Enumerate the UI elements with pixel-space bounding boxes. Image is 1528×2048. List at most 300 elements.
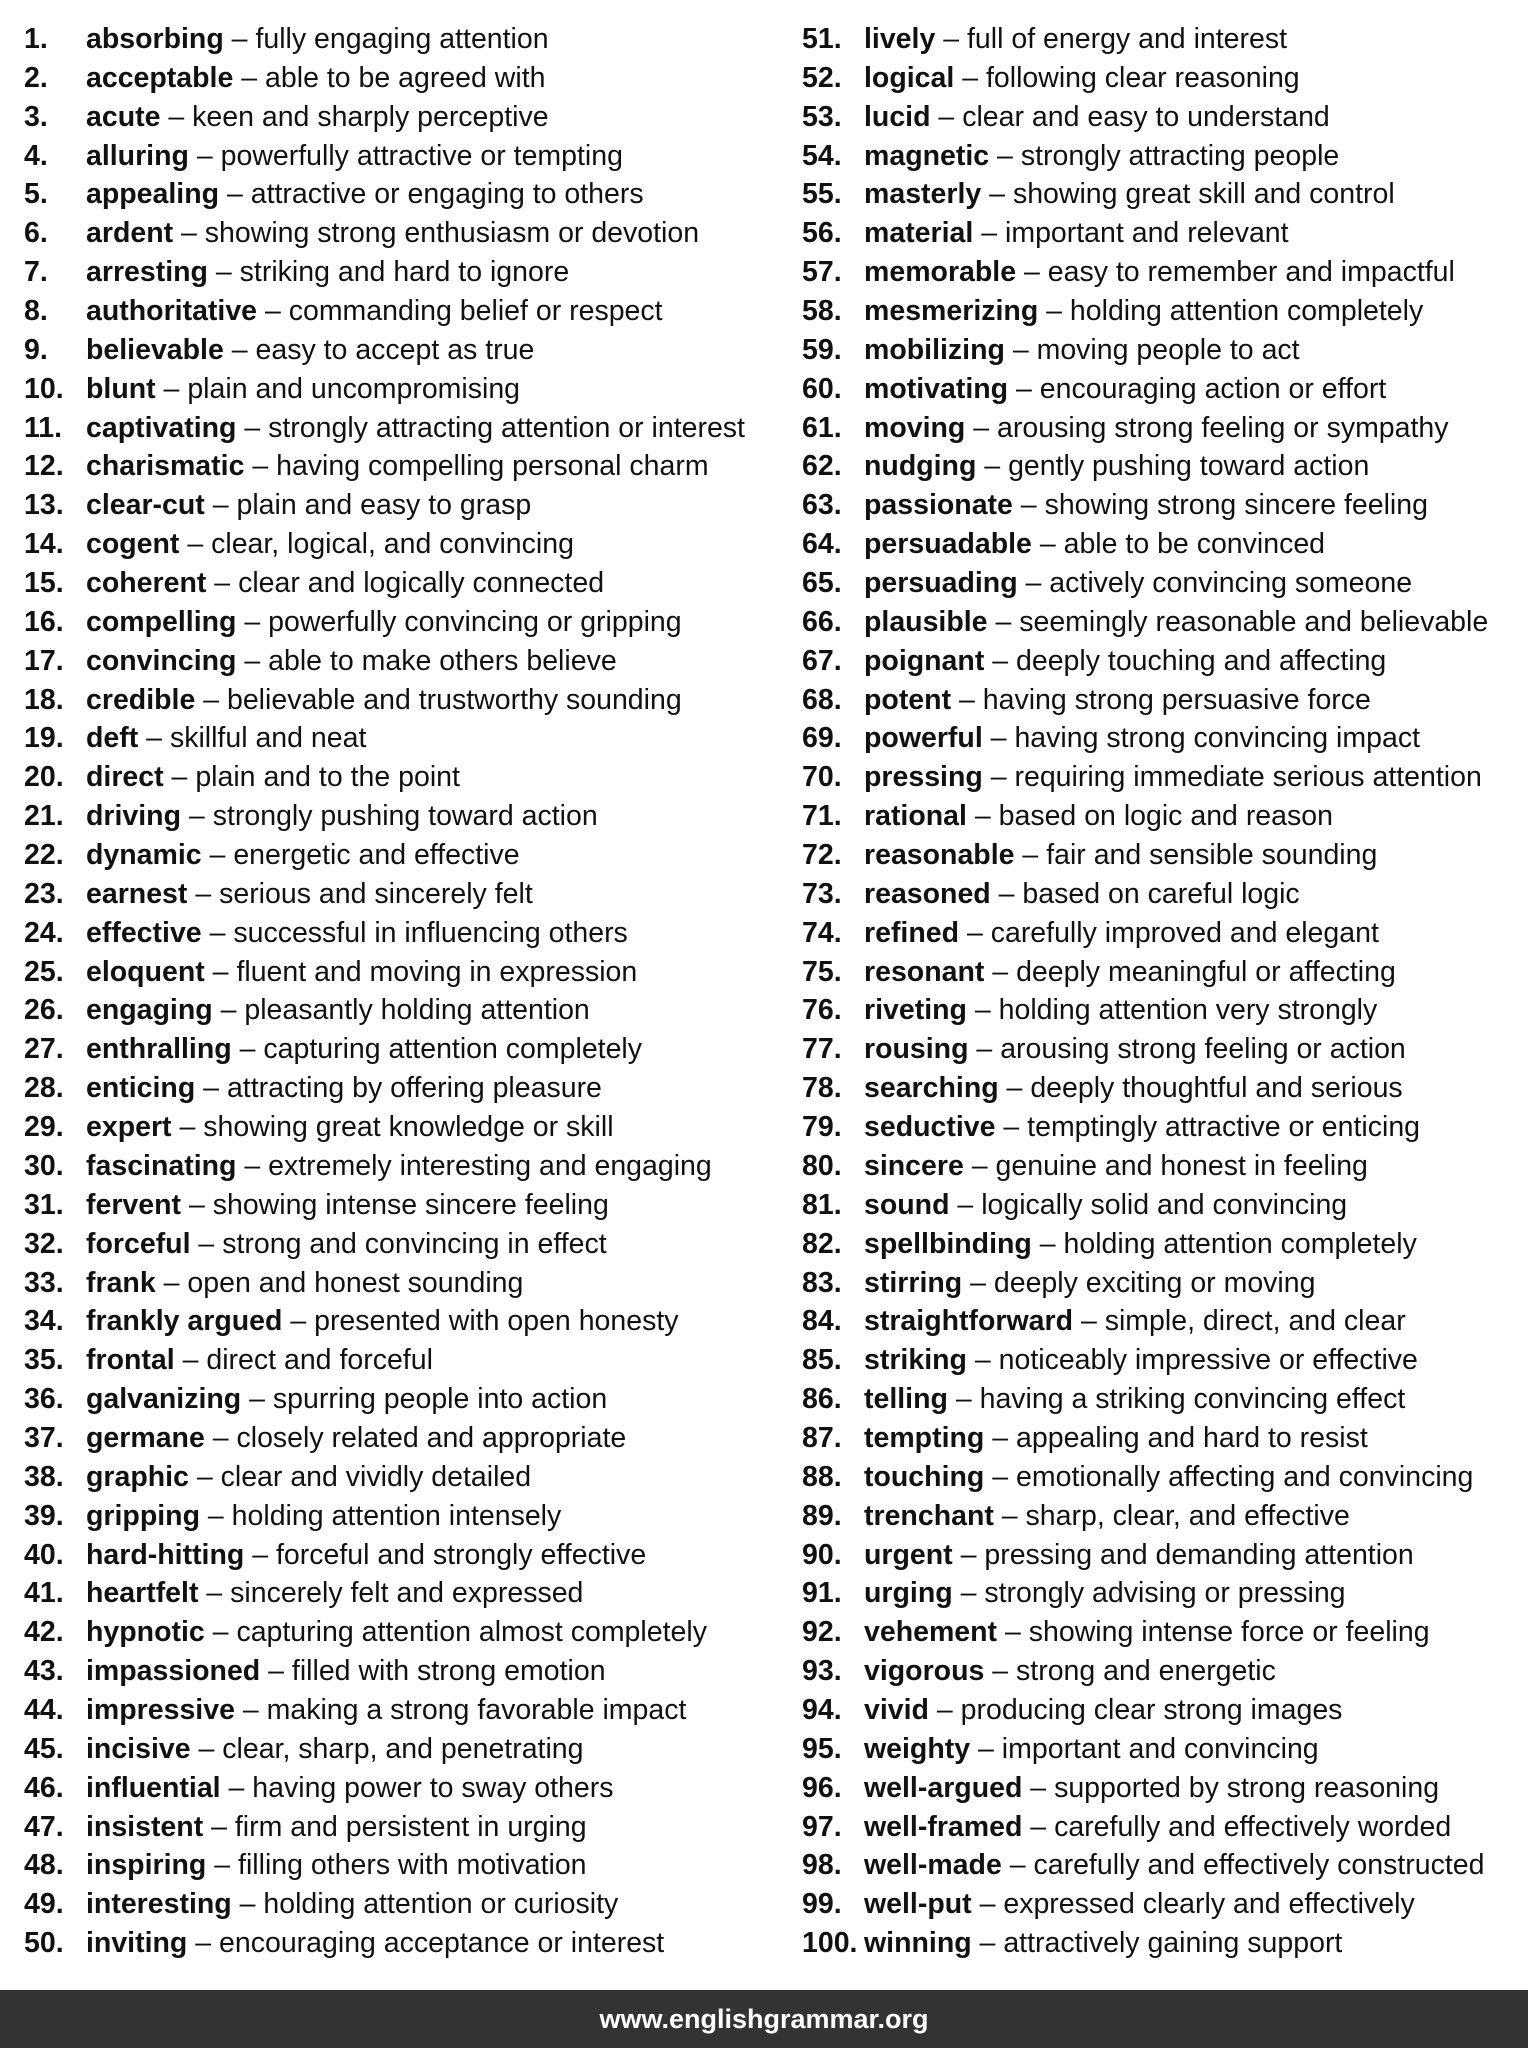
item-separator: –: [234, 1693, 267, 1726]
item-separator: –: [954, 61, 986, 94]
list-item: [24, 370, 784, 409]
list-item: [24, 1924, 784, 1963]
item-term: eloquent: [86, 955, 205, 988]
list-item: [24, 642, 784, 681]
item-term: compelling: [86, 605, 237, 638]
item-term: frankly argued: [86, 1305, 283, 1338]
item-definition: attractively gaining support: [1003, 1927, 1343, 1960]
item-number: 47.: [24, 1810, 64, 1843]
list-item: [24, 409, 784, 448]
item-term: riveting: [864, 994, 967, 1027]
item-number: 60.: [802, 372, 842, 405]
list-item: [802, 1341, 1522, 1380]
item-term: enthralling: [86, 1033, 232, 1066]
item-definition: able to make others believe: [268, 644, 617, 677]
item-term: coherent: [86, 567, 207, 600]
item-definition: based on careful logic: [1022, 877, 1300, 910]
item-separator: –: [970, 1732, 1002, 1765]
list-item: [802, 1225, 1522, 1264]
item-number: 35.: [24, 1344, 64, 1377]
item-definition: commanding belief or respect: [288, 295, 663, 328]
list-item: [802, 59, 1522, 98]
item-separator: –: [138, 722, 170, 755]
item-definition: noticeably impressive or effective: [998, 1344, 1418, 1377]
item-separator: –: [965, 411, 998, 444]
item-separator: –: [982, 761, 1015, 794]
item-term: rousing: [864, 1033, 969, 1066]
list-item: [802, 681, 1522, 720]
list-item: [802, 253, 1522, 292]
item-definition: serious and sincerely felt: [219, 877, 533, 910]
item-term: touching: [864, 1460, 985, 1493]
item-term: effective: [86, 916, 202, 949]
item-term: earnest: [86, 877, 188, 910]
list-item: [802, 409, 1522, 448]
list-item: [802, 1302, 1522, 1341]
list-item: [802, 331, 1522, 370]
item-separator: –: [984, 1421, 1017, 1454]
item-definition: showing intense sincere feeling: [212, 1188, 609, 1221]
item-number: 70.: [802, 761, 842, 794]
list-item: [802, 1652, 1522, 1691]
list-item: [802, 1885, 1522, 1924]
item-term: straightforward: [864, 1305, 1074, 1338]
item-definition: simple, direct, and clear: [1104, 1305, 1406, 1338]
item-number: 57.: [802, 256, 842, 289]
item-term: pressing: [864, 761, 983, 794]
item-term: sound: [864, 1188, 950, 1221]
item-definition: filled with strong emotion: [291, 1655, 606, 1688]
item-separator: –: [231, 1033, 264, 1066]
item-number: 24.: [24, 916, 64, 949]
item-definition: energetic and effective: [233, 839, 520, 872]
item-separator: –: [968, 1033, 1001, 1066]
item-definition: fair and sensible sounding: [1046, 839, 1378, 872]
list-item: [802, 137, 1522, 176]
item-term: galvanizing: [86, 1383, 242, 1416]
list-item: [802, 1069, 1522, 1108]
list-item: [802, 1924, 1522, 1963]
item-separator: –: [993, 1499, 1026, 1532]
item-definition: producing clear strong images: [960, 1693, 1343, 1726]
item-separator: –: [952, 1577, 985, 1610]
list-item: [802, 1769, 1522, 1808]
list-item: [802, 1497, 1522, 1536]
list-item: [24, 1341, 784, 1380]
item-term: frontal: [86, 1344, 175, 1377]
item-number: 55.: [802, 178, 842, 211]
item-definition: plain and uncompromising: [187, 372, 521, 405]
item-number: 75.: [802, 955, 842, 988]
item-definition: having power to sway others: [252, 1771, 614, 1804]
item-number: 61.: [802, 411, 842, 444]
item-term: insistent: [86, 1810, 204, 1843]
item-term: ardent: [86, 217, 174, 250]
item-term: resonant: [864, 955, 985, 988]
item-number: 53.: [802, 100, 842, 133]
item-number: 65.: [802, 567, 842, 600]
item-separator: –: [198, 1577, 231, 1610]
item-term: interesting: [86, 1888, 232, 1921]
item-number: 89.: [802, 1499, 842, 1532]
item-separator: –: [188, 1460, 221, 1493]
item-number: 71.: [802, 800, 842, 833]
item-term: sincere: [864, 1149, 964, 1182]
item-separator: –: [223, 333, 256, 366]
item-term: impassioned: [86, 1655, 261, 1688]
item-definition: carefully improved and elegant: [990, 916, 1379, 949]
item-definition: showing strong sincere feeling: [1044, 489, 1428, 522]
item-term: moving: [864, 411, 966, 444]
list-item: [24, 758, 784, 797]
item-term: persuadable: [864, 528, 1032, 561]
item-number: 34.: [24, 1305, 64, 1338]
item-separator: –: [998, 1072, 1031, 1105]
item-number: 25.: [24, 955, 64, 988]
item-definition: capturing attention completely: [263, 1033, 643, 1066]
item-definition: strong and energetic: [1016, 1655, 1276, 1688]
item-number: 56.: [802, 217, 842, 250]
list-item: [24, 603, 784, 642]
item-number: 63.: [802, 489, 842, 522]
item-term: incisive: [86, 1732, 191, 1765]
list-item: [802, 20, 1522, 59]
item-number: 72.: [802, 839, 842, 872]
item-definition: striking and hard to ignore: [239, 256, 570, 289]
item-term: forceful: [86, 1227, 191, 1260]
item-number: 30.: [24, 1149, 64, 1182]
item-term: lucid: [864, 100, 931, 133]
item-term: believable: [86, 333, 224, 366]
item-term: hard-hitting: [86, 1538, 245, 1571]
item-definition: sharp, clear, and effective: [1025, 1499, 1350, 1532]
list-item: [24, 1497, 784, 1536]
item-definition: appealing and hard to resist: [1016, 1421, 1368, 1454]
item-term: acute: [86, 100, 161, 133]
item-definition: important and relevant: [1005, 217, 1289, 250]
list-item: [802, 719, 1522, 758]
item-term: powerful: [864, 722, 983, 755]
item-number: 1.: [24, 23, 48, 55]
list-item: [24, 214, 784, 253]
item-number: 20.: [24, 761, 64, 794]
item-term: authoritative: [86, 295, 258, 328]
item-term: urging: [864, 1577, 953, 1610]
item-definition: open and honest sounding: [187, 1266, 524, 1299]
item-separator: –: [982, 722, 1015, 755]
item-number: 49.: [24, 1888, 64, 1921]
item-number: 16.: [24, 605, 64, 638]
item-separator: –: [995, 1111, 1028, 1144]
item-definition: fluent and moving in expression: [236, 955, 638, 988]
item-definition: deeply exciting or moving: [993, 1266, 1316, 1299]
item-separator: –: [206, 1849, 239, 1882]
item-term: fascinating: [86, 1149, 237, 1182]
item-term: cogent: [86, 528, 180, 561]
item-number: 69.: [802, 722, 842, 755]
item-separator: –: [236, 411, 269, 444]
item-separator: –: [951, 683, 983, 716]
item-term: reasoned: [864, 877, 991, 910]
list-item: [802, 875, 1522, 914]
item-number: 80.: [802, 1149, 842, 1182]
list-item: [24, 681, 784, 720]
list-item: [24, 98, 784, 137]
item-separator: –: [1038, 295, 1070, 328]
item-number: 91.: [802, 1577, 842, 1610]
item-definition: clear and vividly detailed: [220, 1460, 532, 1493]
item-separator: –: [190, 1227, 223, 1260]
list-item: [24, 1652, 784, 1691]
item-term: direct: [86, 761, 164, 794]
item-definition: plain and to the point: [195, 761, 460, 794]
list-item: [802, 292, 1522, 331]
item-term: absorbing: [86, 23, 224, 55]
item-number: 9.: [24, 333, 48, 366]
item-separator: –: [199, 1499, 232, 1532]
item-number: 13.: [24, 489, 64, 522]
list-item: [24, 137, 784, 176]
item-separator: –: [204, 1616, 237, 1649]
item-term: passionate: [864, 489, 1013, 522]
list-item: [802, 603, 1522, 642]
item-number: 12.: [24, 450, 64, 483]
list-item: [802, 1730, 1522, 1769]
item-separator: –: [231, 1888, 264, 1921]
item-number: 62.: [802, 450, 842, 483]
list-item: [802, 1536, 1522, 1575]
item-number: 85.: [802, 1344, 842, 1377]
item-number: 94.: [802, 1693, 842, 1726]
item-definition: following clear reasoning: [985, 61, 1300, 94]
item-definition: arousing strong feeling or action: [1000, 1033, 1406, 1066]
item-separator: –: [966, 800, 999, 833]
list-item: [802, 914, 1522, 953]
item-separator: –: [260, 1655, 292, 1688]
item-term: engaging: [86, 994, 213, 1027]
item-definition: pressing and demanding attention: [984, 1538, 1414, 1571]
list-item: [802, 1147, 1522, 1186]
item-separator: –: [206, 567, 239, 600]
item-definition: extremely interesting and engaging: [268, 1149, 712, 1182]
item-number: 7.: [24, 256, 48, 289]
item-number: 48.: [24, 1849, 64, 1882]
list-item: [802, 1264, 1522, 1303]
item-term: seductive: [864, 1111, 996, 1144]
item-number: 83.: [802, 1266, 842, 1299]
list-item: [24, 1069, 784, 1108]
list-item: [802, 1458, 1522, 1497]
item-separator: –: [1022, 1771, 1055, 1804]
item-definition: showing great skill and control: [1012, 178, 1395, 211]
list-item: [24, 991, 784, 1030]
item-number: 23.: [24, 877, 64, 910]
item-definition: able to be agreed with: [265, 61, 546, 94]
item-term: well-put: [864, 1888, 972, 1921]
item-separator: –: [981, 178, 1013, 211]
item-term: lively: [864, 23, 936, 55]
item-number: 5.: [24, 178, 48, 211]
item-term: logical: [864, 61, 955, 94]
item-term: hypnotic: [86, 1616, 205, 1649]
item-separator: –: [181, 800, 213, 833]
list-item: [802, 642, 1522, 681]
item-definition: having strong persuasive force: [982, 683, 1371, 716]
item-definition: moving people to act: [1036, 333, 1300, 366]
item-definition: easy to remember and impactful: [1047, 256, 1455, 289]
item-number: 18.: [24, 683, 64, 716]
item-number: 19.: [24, 722, 64, 755]
list-item: [802, 1613, 1522, 1652]
item-term: winning: [864, 1927, 972, 1960]
item-term: fervent: [86, 1188, 182, 1221]
list-item: [24, 914, 784, 953]
item-number: 4.: [24, 139, 48, 172]
item-number: 52.: [802, 61, 842, 94]
item-number: 44.: [24, 1693, 64, 1726]
item-separator: –: [963, 1149, 996, 1182]
item-separator: –: [1012, 489, 1045, 522]
item-separator: –: [195, 1072, 227, 1105]
list-item: [802, 1574, 1522, 1613]
item-definition: strongly attracting attention or interest: [268, 411, 745, 444]
item-separator: –: [935, 23, 967, 55]
list-item: [24, 20, 784, 59]
list-item: [24, 1691, 784, 1730]
item-number: 43.: [24, 1655, 64, 1688]
footer-url[interactable]: www.englishgrammar.org: [599, 2004, 929, 2034]
item-definition: firm and persistent in urging: [234, 1810, 587, 1843]
item-separator: –: [155, 372, 188, 405]
item-number: 38.: [24, 1460, 64, 1493]
list-item: [802, 1846, 1522, 1885]
item-term: expert: [86, 1111, 172, 1144]
list-item: [802, 370, 1522, 409]
item-separator: –: [282, 1305, 315, 1338]
item-separator: –: [1008, 372, 1040, 405]
item-separator: –: [236, 1149, 269, 1182]
item-separator: –: [220, 1771, 253, 1804]
list-item: [802, 1808, 1522, 1847]
item-definition: holding attention very strongly: [998, 994, 1378, 1027]
item-term: enticing: [86, 1072, 196, 1105]
item-number: 79.: [802, 1111, 842, 1144]
list-item: [24, 797, 784, 836]
item-number: 50.: [24, 1927, 64, 1960]
list-item: [24, 447, 784, 486]
item-definition: capturing attention almost completely: [236, 1616, 707, 1649]
item-definition: easy to accept as true: [255, 333, 535, 366]
list-item: [24, 1380, 784, 1419]
list-item: [802, 564, 1522, 603]
item-separator: –: [966, 1344, 999, 1377]
item-number: 78.: [802, 1072, 842, 1105]
item-separator: –: [187, 877, 220, 910]
item-number: 26.: [24, 994, 64, 1027]
item-definition: seemingly reasonable and believable: [1019, 605, 1489, 638]
item-separator: –: [244, 450, 277, 483]
item-definition: expressed clearly and effectively: [1003, 1888, 1415, 1921]
item-definition: clear and easy to understand: [962, 100, 1330, 133]
list-item: [24, 1536, 784, 1575]
list-item: [802, 1186, 1522, 1225]
item-number: 8.: [24, 295, 48, 328]
item-term: driving: [86, 800, 182, 833]
item-separator: –: [204, 489, 237, 522]
item-definition: sincerely felt and expressed: [230, 1577, 584, 1610]
item-definition: carefully and effectively constructed: [1033, 1849, 1485, 1882]
item-term: masterly: [864, 178, 982, 211]
item-term: deft: [86, 722, 139, 755]
item-definition: skillful and neat: [169, 722, 367, 755]
item-separator: –: [1073, 1305, 1105, 1338]
item-separator: –: [212, 994, 245, 1027]
item-definition: pleasantly holding attention: [244, 994, 590, 1027]
item-term: frank: [86, 1266, 156, 1299]
item-term: convincing: [86, 644, 237, 677]
item-number: 6.: [24, 217, 48, 250]
item-definition: holding attention intensely: [231, 1499, 562, 1532]
item-number: 27.: [24, 1033, 64, 1066]
item-definition: actively convincing someone: [1049, 567, 1413, 600]
item-number: 84.: [802, 1305, 842, 1338]
item-number: 67.: [802, 644, 842, 677]
item-term: magnetic: [864, 139, 990, 172]
item-definition: full of energy and interest: [967, 23, 1288, 55]
list-item: [802, 1691, 1522, 1730]
item-term: motivating: [864, 372, 1009, 405]
list-item: [802, 797, 1522, 836]
item-separator: –: [195, 683, 227, 716]
list-item: [24, 331, 784, 370]
item-term: influential: [86, 1771, 221, 1804]
list-item: [24, 175, 784, 214]
list-item: [24, 1769, 784, 1808]
item-definition: holding attention completely: [1069, 295, 1424, 328]
item-number: 66.: [802, 605, 842, 638]
item-definition: presented with open honesty: [314, 1305, 679, 1338]
item-definition: strong and convincing in effect: [222, 1227, 607, 1260]
item-separator: –: [1001, 1849, 1034, 1882]
item-separator: –: [190, 1732, 223, 1765]
item-definition: encouraging action or effort: [1039, 372, 1387, 405]
item-term: reasonable: [864, 839, 1015, 872]
item-definition: strongly advising or pressing: [984, 1577, 1346, 1610]
item-definition: keen and sharply perceptive: [192, 100, 549, 133]
item-separator: –: [1014, 839, 1047, 872]
item-separator: –: [1017, 567, 1050, 600]
item-term: well-made: [864, 1849, 1002, 1882]
item-definition: arousing strong feeling or sympathy: [997, 411, 1449, 444]
item-definition: important and convincing: [1001, 1732, 1319, 1765]
item-separator: –: [171, 1111, 204, 1144]
list-item: [24, 1730, 784, 1769]
item-number: 100.: [802, 1927, 858, 1960]
item-definition: believable and trustworthy sounding: [226, 683, 682, 716]
item-number: 31.: [24, 1188, 64, 1221]
list-item: [802, 214, 1522, 253]
item-term: stirring: [864, 1266, 963, 1299]
item-number: 73.: [802, 877, 842, 910]
list-item: [802, 1030, 1522, 1069]
item-term: spellbinding: [864, 1227, 1032, 1260]
list-item: [24, 1225, 784, 1264]
item-number: 87.: [802, 1421, 842, 1454]
item-number: 17.: [24, 644, 64, 677]
item-separator: –: [207, 256, 240, 289]
item-term: trenchant: [864, 1499, 994, 1532]
list-item: [802, 98, 1522, 137]
